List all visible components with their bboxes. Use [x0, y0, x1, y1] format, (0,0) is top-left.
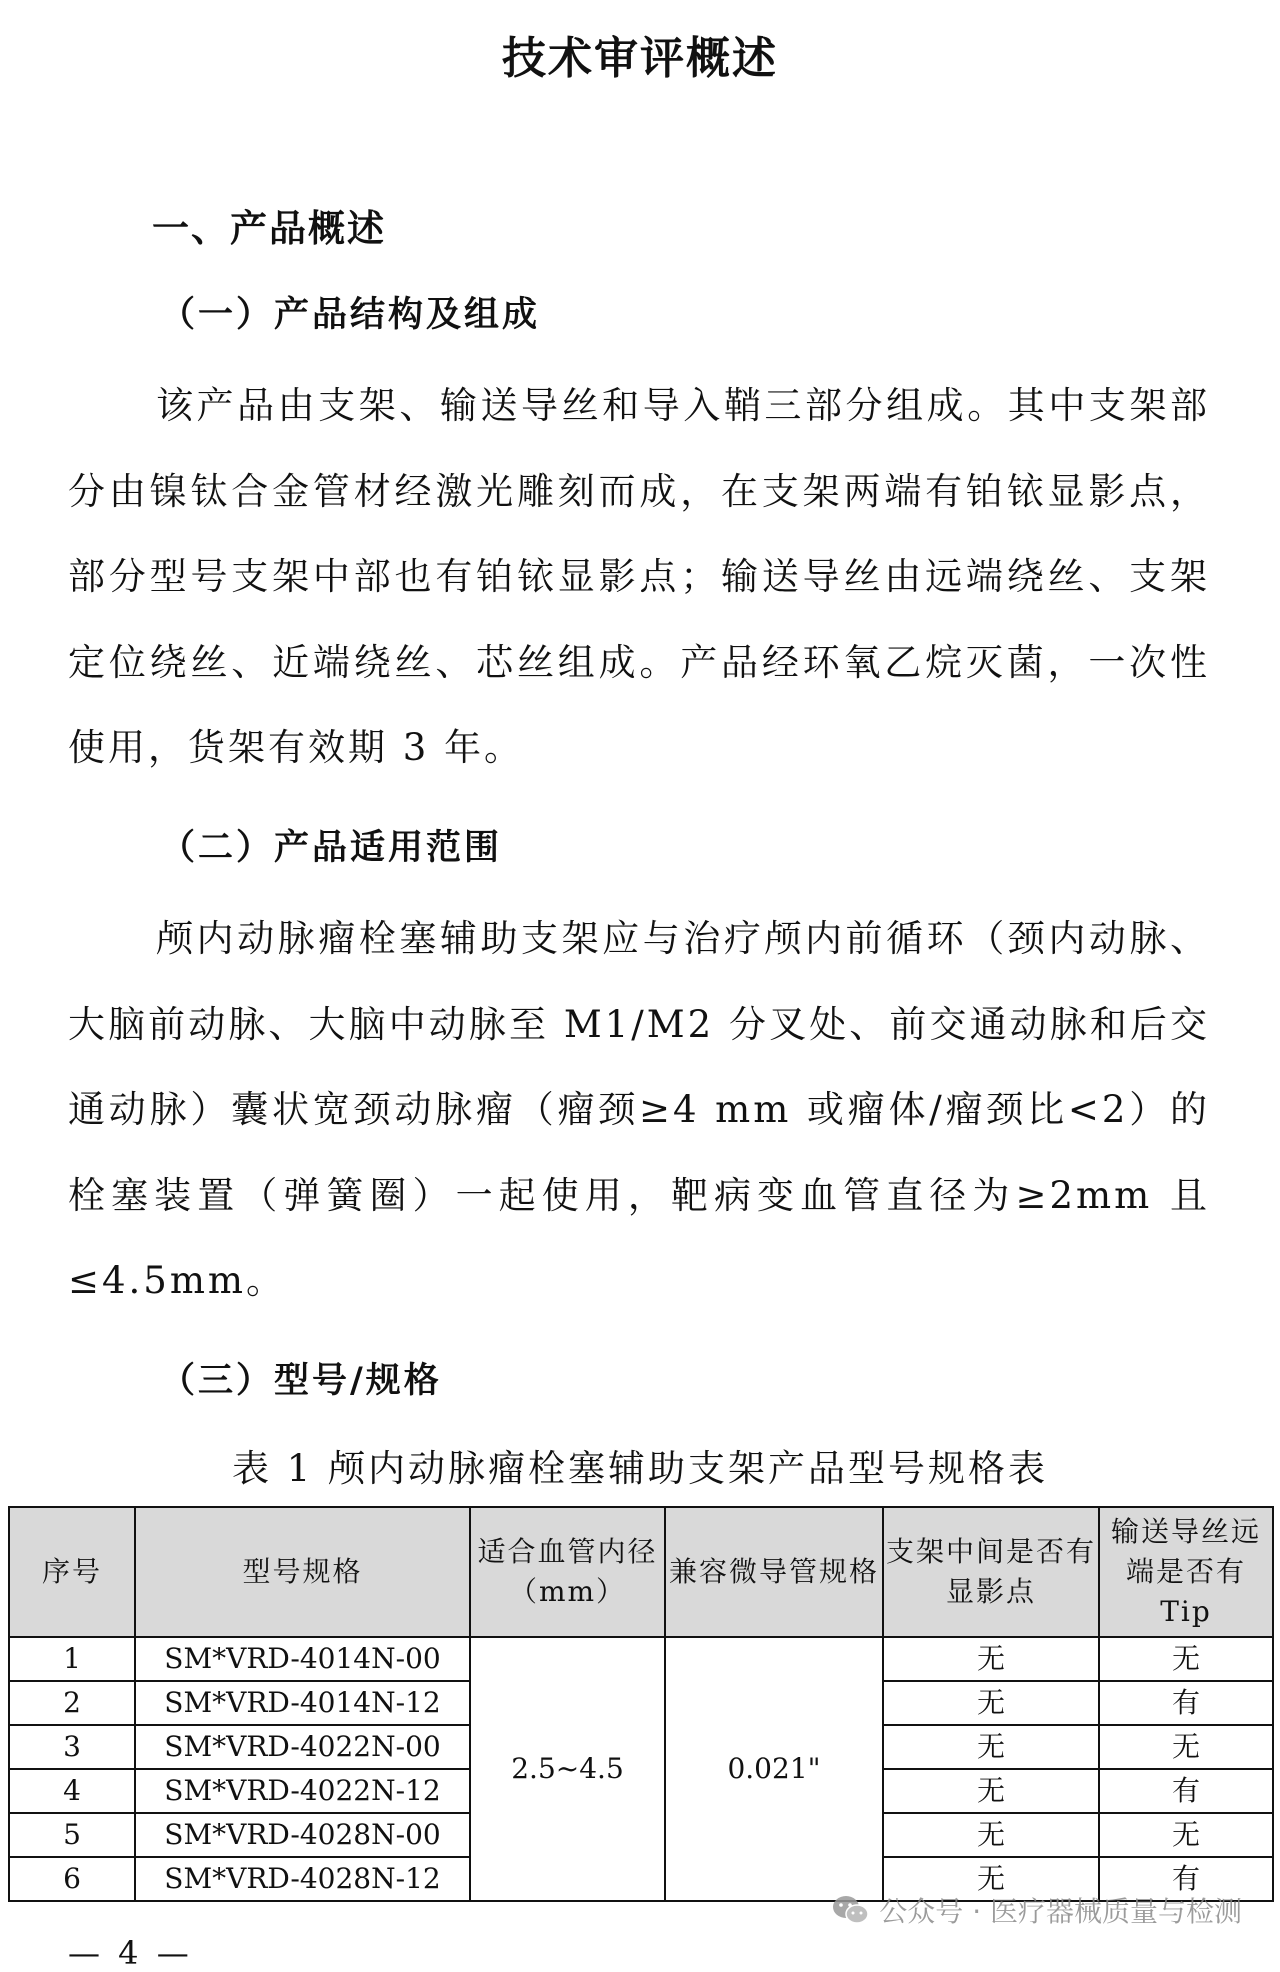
cell-no: 3: [9, 1725, 135, 1769]
cell-tip: 有: [1099, 1681, 1273, 1725]
cell-model: SM*VRD-4022N-12: [135, 1769, 470, 1813]
cell-catheter: 0.021": [665, 1637, 883, 1901]
header-vessel-diameter: 适合血管内径（mm）: [470, 1507, 665, 1637]
cell-no: 6: [9, 1857, 135, 1901]
cell-marker: 无: [883, 1769, 1099, 1813]
cell-tip: 无: [1099, 1637, 1273, 1681]
cell-no: 2: [9, 1681, 135, 1725]
cell-model: SM*VRD-4014N-12: [135, 1681, 470, 1725]
cell-marker: 无: [883, 1857, 1099, 1901]
cell-tip: 有: [1099, 1769, 1273, 1813]
cell-no: 1: [9, 1637, 135, 1681]
subsection-heading-models: （三）型号/规格: [160, 1361, 442, 1401]
cell-marker: 无: [883, 1725, 1099, 1769]
page-title: 技术审评概述: [502, 33, 778, 84]
cell-tip: 无: [1099, 1813, 1273, 1857]
subsection-heading-structure: （一）产品结构及组成: [160, 295, 541, 335]
watermark: [831, 1890, 1242, 1930]
cell-model: SM*VRD-4014N-00: [135, 1637, 470, 1681]
paragraph-structure: 该产品由支架、输送导丝和导入鞘三部分组成。其中支架部分由镍钛合金管材经激光雕刻而成，在支架两端有铂铱显影点，部分型号支架中部也有铂铱显影点；输送导丝由远端绕丝、支架定位绕丝、近端绕丝、芯丝组成。产品经环氧乙烷灭菌，一次性使用，货架有效期 3 年。: [68, 384, 1210, 769]
table-header-row: [9, 1507, 1273, 1637]
header-catheter: 兼容微导管规格: [665, 1507, 883, 1637]
model-spec-table: [8, 1506, 1274, 1902]
header-marker: 支架中间是否有显影点: [883, 1507, 1099, 1637]
table-row: [9, 1637, 1273, 1681]
page-number: — 4 —: [68, 1934, 193, 1972]
header-no: 序号: [9, 1507, 135, 1637]
header-tip: 输送导丝远端是否有 Tip: [1099, 1507, 1273, 1637]
table-caption: 表 1 颅内动脉瘤栓塞辅助支架产品型号规格表: [231, 1447, 1049, 1490]
cell-marker: 无: [883, 1637, 1099, 1681]
paragraph-scope: 颅内动脉瘤栓塞辅助支架应与治疗颅内前循环（颈内动脉、大脑前动脉、大脑中动脉至 M1/M2 分叉处、前交通动脉和后交通动脉）囊状宽颈动脉瘤（瘤颈≥4 mm 或瘤体/瘤颈比<2）的栓塞装置（弹簧圈）一起使用，靶病变血管直径为≥2mm 且≤4.5mm。: [68, 917, 1210, 1302]
wechat-icon: [831, 1894, 871, 1926]
subsection-heading-scope: （二）产品适用范围: [160, 828, 503, 868]
cell-tip: 有: [1099, 1857, 1273, 1901]
cell-model: SM*VRD-4028N-00: [135, 1813, 470, 1857]
cell-no: 5: [9, 1813, 135, 1857]
watermark-text: 公众号 · 医疗器械质量与检测: [879, 1895, 1242, 1928]
section-heading-product-overview: 一、产品概述: [152, 207, 386, 250]
cell-tip: 无: [1099, 1725, 1273, 1769]
cell-marker: 无: [883, 1813, 1099, 1857]
cell-marker: 无: [883, 1681, 1099, 1725]
cell-model: SM*VRD-4022N-00: [135, 1725, 470, 1769]
header-model: 型号规格: [135, 1507, 470, 1637]
cell-model: SM*VRD-4028N-12: [135, 1857, 470, 1901]
cell-no: 4: [9, 1769, 135, 1813]
cell-vessel-diameter: 2.5~4.5: [470, 1637, 665, 1901]
